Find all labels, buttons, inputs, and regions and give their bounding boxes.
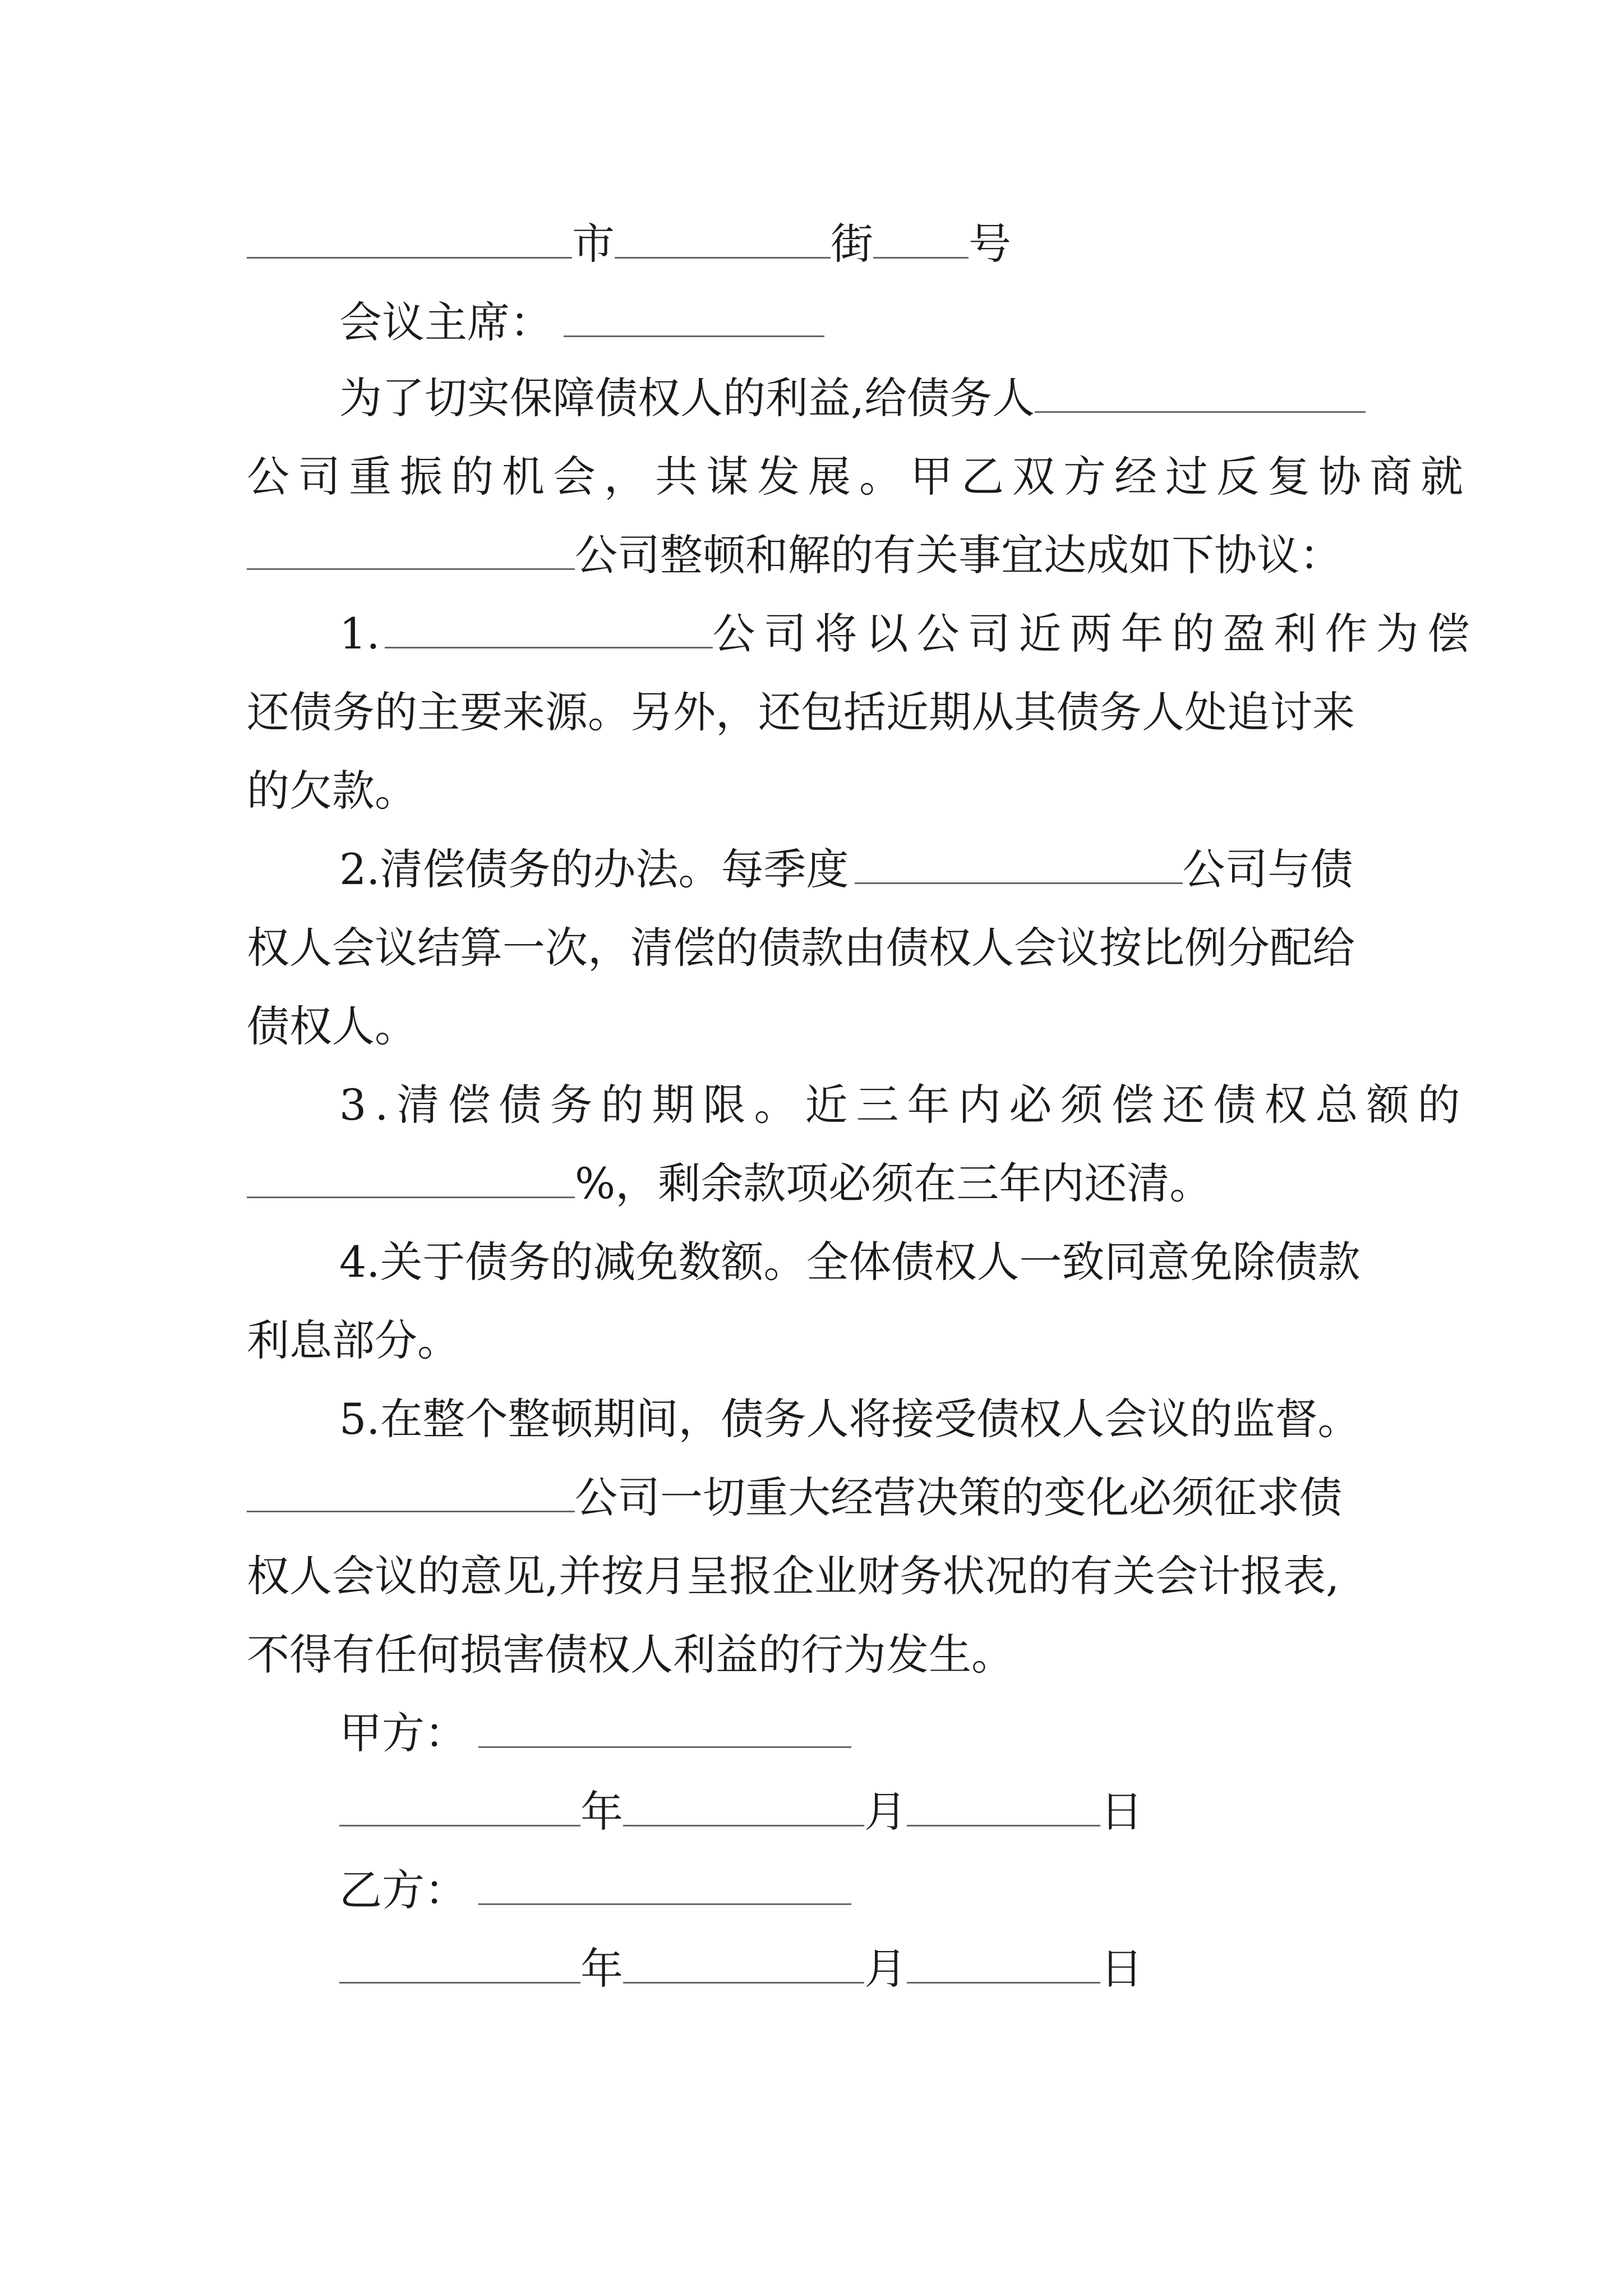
clause4-text-1: 4.关于债务的减免数额。全体债权人一致同意免除债款 bbox=[339, 1237, 1361, 1287]
party-a-month-blank[interactable] bbox=[623, 1791, 864, 1826]
number-label: 号 bbox=[969, 219, 1011, 269]
clause2-text-3: 债权人。 bbox=[247, 1001, 417, 1051]
city-label: 市 bbox=[572, 219, 615, 269]
clause1-text-1: 公司将以公司近两年的盈利作为偿 bbox=[712, 609, 1478, 659]
percent-blank[interactable] bbox=[247, 1163, 575, 1198]
party-b-date-line bbox=[339, 1930, 1143, 2008]
street-label: 街 bbox=[831, 219, 873, 269]
clause5-text-2: 公司一切重大经营决策的变化必须征求债 bbox=[575, 1473, 1342, 1522]
number-blank[interactable] bbox=[873, 223, 969, 259]
company-blank-4[interactable] bbox=[247, 1477, 575, 1512]
party-b-day-label: 日 bbox=[1100, 1944, 1143, 1994]
intro-text-3: 公司整顿和解的有关事宜达成如下协议： bbox=[575, 530, 1342, 580]
clause1-line-3 bbox=[247, 752, 417, 830]
clause1-text-2: 还债务的主要来源。另外，还包括近期从其债务人处追讨来 bbox=[247, 687, 1355, 737]
party-a-year-label: 年 bbox=[580, 1787, 623, 1837]
chair-line bbox=[339, 283, 824, 362]
party-a-day-blank[interactable] bbox=[907, 1791, 1100, 1826]
company-blank-1[interactable] bbox=[247, 535, 575, 570]
clause1-text-3: 的欠款。 bbox=[247, 766, 417, 816]
clause5-text-4: 不得有任何损害债权人利益的行为发生。 bbox=[247, 1630, 1014, 1680]
party-b-label: 乙方： bbox=[339, 1865, 467, 1915]
party-a-label: 甲方： bbox=[339, 1708, 467, 1758]
party-b-month-blank[interactable] bbox=[623, 1948, 864, 1984]
intro-line-2 bbox=[247, 438, 1472, 516]
city-blank[interactable] bbox=[247, 223, 572, 259]
intro-line-3 bbox=[247, 516, 1342, 595]
intro-text-2: 公司重振的机会，共谋发展。甲乙双方经过反复协商就 bbox=[247, 452, 1472, 501]
company-blank-2[interactable] bbox=[385, 613, 713, 648]
clause4-line-2 bbox=[247, 1301, 460, 1380]
clause3-line-1 bbox=[339, 1066, 1469, 1144]
clause3-line-2 bbox=[247, 1144, 1212, 1223]
party-b-month-label: 月 bbox=[864, 1944, 907, 1994]
street-blank[interactable] bbox=[615, 223, 831, 259]
clause5-line-2 bbox=[247, 1458, 1342, 1537]
intro-line-1 bbox=[339, 359, 1366, 438]
party-b-year-label: 年 bbox=[580, 1944, 623, 1994]
intro-text-1: 为了切实保障债权人的利益,给债务人 bbox=[339, 373, 1035, 423]
clause1-num: 1. bbox=[339, 609, 380, 659]
clause2-line-2 bbox=[247, 909, 1355, 987]
clause5-line-1 bbox=[339, 1380, 1361, 1458]
party-a-year-blank[interactable] bbox=[339, 1791, 580, 1826]
clause2-text-1b: 公司与债 bbox=[1182, 844, 1353, 894]
party-a-blank[interactable] bbox=[478, 1713, 851, 1748]
clause2-text-2: 权人会议结算一次，清偿的债款由债权人会议按比例分配给 bbox=[247, 923, 1355, 973]
company-blank-3[interactable] bbox=[855, 849, 1183, 884]
clause2-line-3 bbox=[247, 987, 417, 1066]
clause1-line-1 bbox=[339, 595, 1478, 673]
address-line bbox=[247, 205, 1011, 283]
party-b-line bbox=[339, 1851, 851, 1930]
clause4-text-2: 利息部分。 bbox=[247, 1315, 460, 1365]
party-a-date-line bbox=[339, 1773, 1143, 1851]
clause3-text-2: %，剩余款项必须在三年内还清。 bbox=[575, 1158, 1212, 1208]
party-b-day-blank[interactable] bbox=[907, 1948, 1100, 1984]
clause5-line-3 bbox=[247, 1537, 1339, 1616]
party-a-line bbox=[339, 1694, 851, 1773]
clause2-text-1a: 2.清偿债务的办法。每季度 bbox=[339, 844, 849, 894]
chair-label: 会议主席： bbox=[339, 297, 552, 347]
clause5-text-3: 权人会议的意见,并按月呈报企业财务状况的有关会计报表, bbox=[247, 1551, 1340, 1601]
debtor-blank[interactable] bbox=[1035, 378, 1366, 413]
party-a-day-label: 日 bbox=[1100, 1787, 1143, 1837]
clause2-line-1 bbox=[339, 830, 1353, 909]
party-b-blank[interactable] bbox=[478, 1870, 851, 1905]
party-b-year-blank[interactable] bbox=[339, 1948, 580, 1984]
clause3-text-1: 3.清偿债务的期限。近三年内必须偿还债权总额的 bbox=[339, 1080, 1469, 1130]
clause5-line-4 bbox=[247, 1616, 1014, 1694]
clause4-line-1 bbox=[339, 1223, 1361, 1301]
chair-blank[interactable] bbox=[564, 302, 824, 337]
clause5-text-1: 5.在整个整顿期间，债务人将接受债权人会议的监督。 bbox=[339, 1394, 1361, 1444]
party-a-month-label: 月 bbox=[864, 1787, 907, 1837]
clause1-line-2 bbox=[247, 673, 1355, 752]
